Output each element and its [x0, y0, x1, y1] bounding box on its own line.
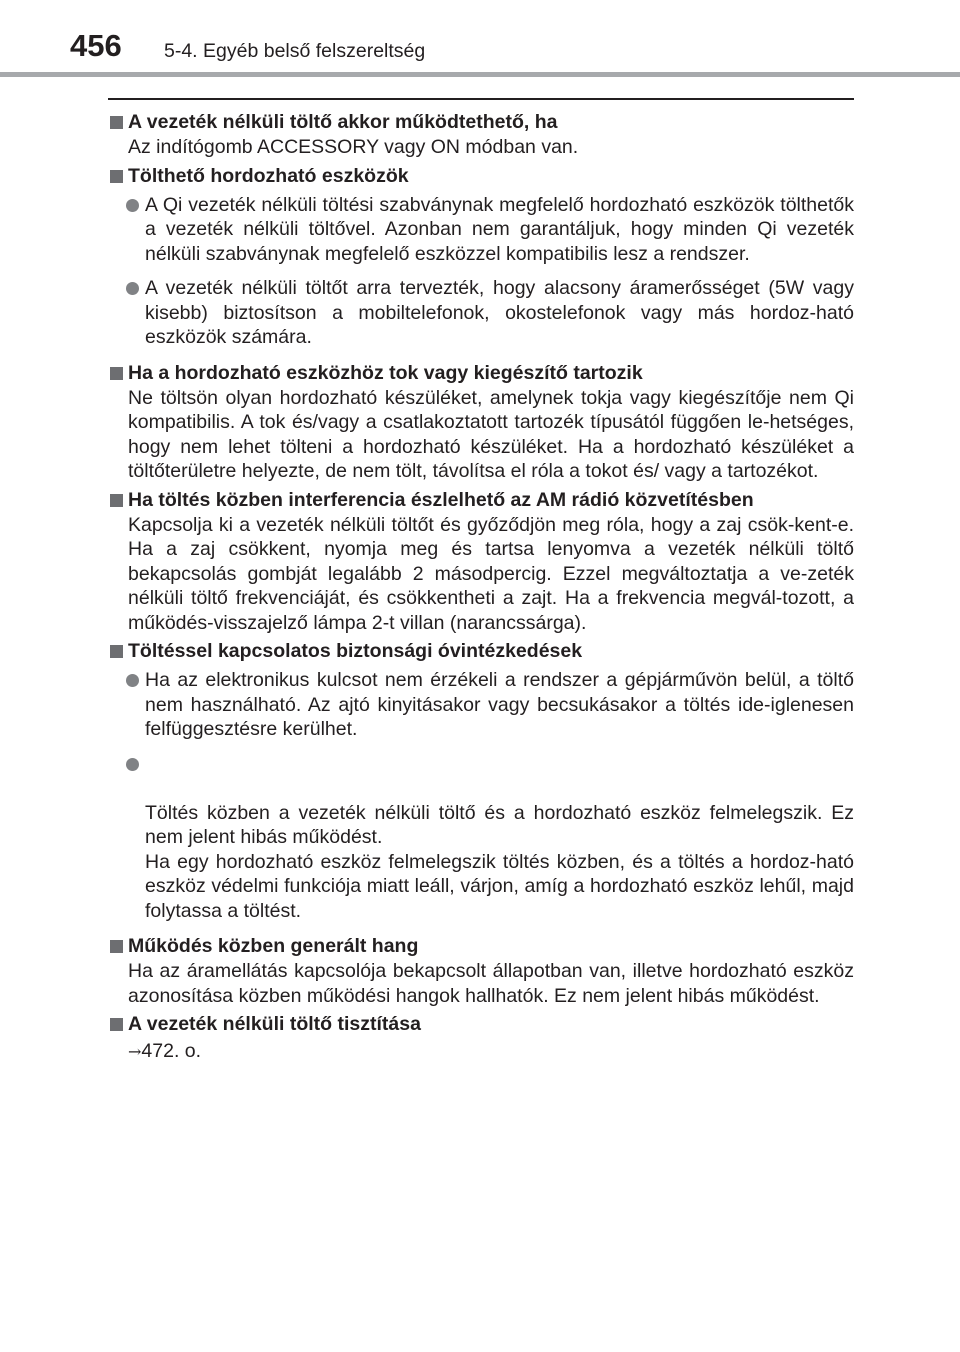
- page-reference[interactable]: [128, 1037, 854, 1066]
- page-content: [108, 108, 854, 1066]
- content-divider: [108, 98, 854, 100]
- round-bullet-icon: [126, 282, 139, 295]
- section-heading: [108, 638, 854, 664]
- section-heading-text: Működés közben generált hang: [128, 935, 419, 957]
- list-item: [108, 276, 854, 350]
- section-heading-text: Ha a hordozható eszközhöz tok vagy kiegészítő tartozik: [128, 361, 643, 384]
- list-item-text: Töltés közben a vezeték nélküli töltő és a hordozható eszköz felmelegszik. Ez nem jelent hibás működést. Ha egy hordozható eszköz felmelegszik töltés közben, és a töltés a hordoz-ható eszköz védelmi funkciója miatt leáll, várjon, amíg a hordozható eszköz lehűl, majd folytassa a töltést.: [145, 801, 854, 922]
- square-bullet-icon: [110, 494, 123, 507]
- section-heading: [108, 1011, 854, 1037]
- section-heading-text: A vezeték nélküli töltő akkor működtethető, ha: [128, 111, 558, 133]
- section-heading: [108, 487, 854, 513]
- section-heading-text: A vezeték nélküli töltő tisztítása: [128, 1013, 421, 1035]
- page-header: [0, 0, 960, 78]
- round-bullet-icon: [126, 758, 139, 771]
- section-paragraph: Az indítógomb ACCESSORY vagy ON módban van.: [128, 136, 579, 158]
- list-item: [108, 193, 854, 267]
- section-activation: [108, 109, 854, 160]
- section-heading: [108, 109, 854, 135]
- section-heading-text: Tölthető hordozható eszközök: [128, 164, 409, 187]
- round-bullet-icon: [126, 199, 139, 212]
- page-number: 456: [70, 28, 122, 63]
- section-paragraph: Ne töltsön olyan hordozható készüléket, amelynek tokja vagy kiegészítője nem Qi kompatibilis. A tok és/vagy a csatlakoztatott tartozék típusától függően le-hetséges, hogy nem lehet tölteni a hordozható készüléket. Ha a hordozható készüléket a töltőterületre helyezte, de nem tölt, távolítsa el róla a tokot és/ vagy a tartozékot.: [128, 386, 854, 482]
- section-chargeable-devices: [108, 163, 854, 350]
- square-bullet-icon: [110, 367, 123, 380]
- section-heading: [108, 933, 854, 959]
- section-am-interference: [108, 487, 854, 636]
- section-case-accessory: [108, 360, 854, 484]
- square-bullet-icon: [110, 116, 123, 129]
- list-item-text: A Qi vezeték nélküli töltési szabványnak megfelelő hordozható eszközök tölthetők a vezeték nélküli töltővel. Azonban nem garantáljuk, hogy minden Qi vezeték nélküli szabványnak megfelelő eszközzel kompatibilis lesz a rendszer.: [145, 193, 854, 265]
- list-item-text: Ha az elektronikus kulcsot nem érzékeli a rendszer a gépjárművön belül, a töltő nem használható. Az ajtó kinyitásakor vagy becsukásakor a töltés ide-iglenesen felfüggesztésre kerülhet.: [145, 669, 854, 740]
- header-divider: [0, 72, 960, 77]
- section-cleaning: [108, 1011, 854, 1066]
- list-item: [108, 752, 854, 924]
- section-operating-sound: [108, 933, 854, 1008]
- section-paragraph: Kapcsolja ki a vezeték nélküli töltőt és győződjön meg róla, hogy a zaj csök-kent-e. Ha a zaj csökkent, nyomja meg és tartsa lenyomva a vezeték nélküli töltő bekapcsolás gombját legalább 2 másodpercig. Ezzel megváltoztatja a ve-zeték nélküli töltő frekvenciáját, és csökkentheti a zajt. Ha a frekvencia megvál-tozott, a működés-visszajelző lámpa 2-t villan (narancssárga).: [128, 513, 854, 634]
- list-item-text: A vezeték nélküli töltőt arra tervezték, hogy alacsony áramerősséget (5W vagy kisebb) biztosítson a mobiltelefonok, okostelefonok vagy más hordoz-ható eszközök számára.: [145, 277, 854, 348]
- square-bullet-icon: [110, 645, 123, 658]
- section-paragraph: Ha az áramellátás kapcsolója bekapcsolt állapotban van, illetve hordozható eszköz azonosítása közben működési hangok hallhatók. Ez nem jelent hibás működést.: [128, 960, 854, 1007]
- page-reference-text: 472. o.: [141, 1040, 202, 1062]
- square-bullet-icon: [110, 170, 123, 183]
- list-item: [108, 668, 854, 742]
- square-bullet-icon: [110, 940, 123, 953]
- section-heading-text: Töltéssel kapcsolatos biztonsági óvintézkedések: [128, 640, 583, 662]
- section-heading: [108, 163, 854, 189]
- arrow-right-icon: →: [128, 1042, 142, 1061]
- square-bullet-icon: [110, 1018, 123, 1031]
- section-heading-text: Ha töltés közben interferencia észlelhető az AM rádió közvetítésben: [128, 488, 754, 511]
- section-safety-precautions: [108, 638, 854, 923]
- section-heading: [108, 360, 854, 386]
- chapter-title: 5-4. Egyéb belső felszereltség: [164, 40, 426, 62]
- round-bullet-icon: [126, 674, 139, 687]
